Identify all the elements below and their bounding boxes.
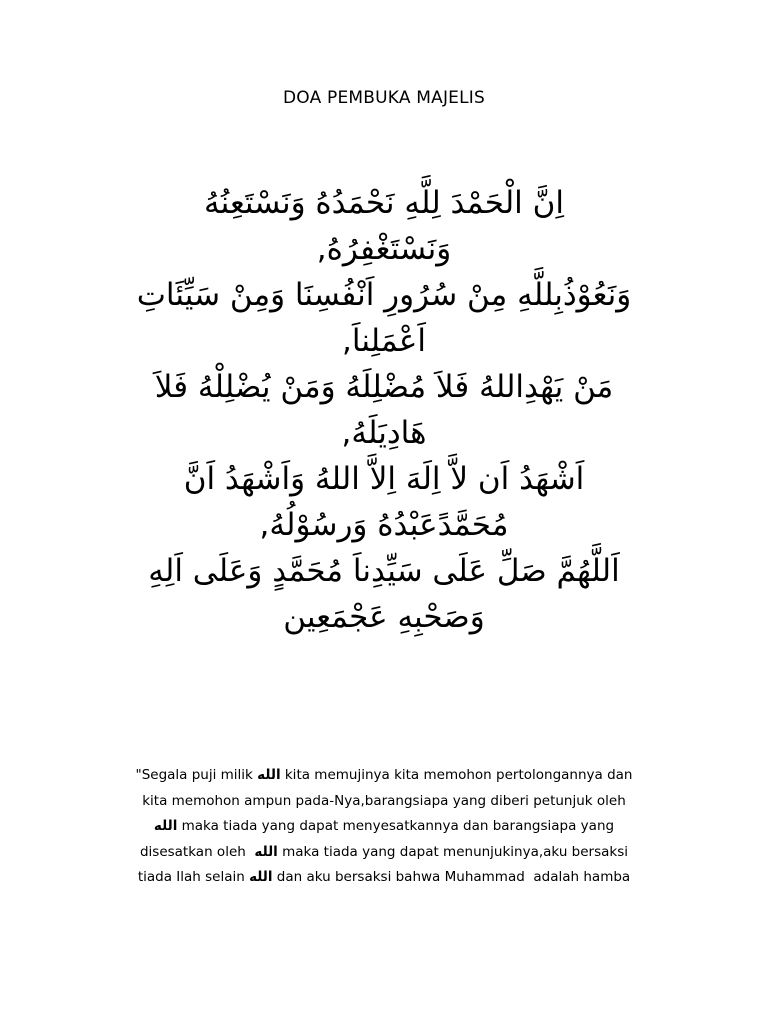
arabic-line: اِنَّ الْحَمْدَ لِلَّهِ نَحْمَدُهُ وَنَسْتَعِنُهُ	[204, 185, 564, 221]
arabic-stanza	[70, 272, 698, 364]
translation-text: tiada Ilah selain	[137, 869, 250, 885]
translation-text: maka tiada yang dapat menyesatkannya dan barangsiapa yang	[177, 818, 615, 834]
arabic-line: وَصَحْبِهِ عَجْمَعِين	[283, 599, 485, 635]
allah-word: الله	[153, 818, 178, 834]
arabic-stanza	[70, 456, 698, 548]
translation-text: dan aku bersaksi bahwa Muhammad adalah hamba	[272, 869, 631, 885]
translation-line	[90, 840, 678, 866]
arabic-stanza	[70, 548, 698, 640]
arabic-stanza	[70, 180, 698, 272]
arabic-prayer-text	[70, 180, 698, 640]
translation-text: maka tiada yang dapat menunjukinya,aku bersaksi	[277, 843, 629, 860]
translation-line	[90, 763, 678, 789]
translation-paragraph	[90, 763, 678, 891]
arabic-stanza	[70, 364, 698, 456]
translation-line: kita memohon ampun pada-Nya,barangsiapa yang diberi petunjuk oleh	[142, 792, 626, 809]
arabic-line: وَنَعُوْذُبِللَّهِ مِنْ سُرُورِ اَنْفُسِنَا وَمِنْ سَيِّئَاتِ	[136, 277, 632, 313]
page-title: DOA PEMBUKA MAJELIS	[283, 88, 485, 108]
arabic-line: اَللَّهُمَّ صَلِّ عَلَى سَيِّدِناَ مُحَمَّدٍ وَعَلَى اَلِهِ	[148, 553, 620, 589]
translation-line	[90, 814, 678, 840]
allah-word: الله	[257, 767, 281, 783]
arabic-line: مَنْ يَهْدِاللهُ فَلاَ مُضْلِلَهُ وَمَنْ يُضْلِلْهُ فَلاَ	[154, 369, 614, 405]
arabic-line: هَادِيَلَهُ,	[341, 415, 427, 451]
translation-text: kita memujinya kita memohon pertolongannya dan	[280, 767, 633, 783]
translation-text: "Segala puji milik	[135, 767, 258, 783]
arabic-line: وَنَسْتَغْفِرُهُ,	[316, 231, 452, 267]
translation-line	[90, 865, 678, 891]
translation-text: disesatkan oleh	[139, 843, 255, 860]
arabic-line: مُحَمَّدًعَبْدُهُ وَرسُوْلُهُ,	[259, 507, 509, 543]
allah-word: الله	[254, 843, 278, 860]
arabic-line: اَشْهَدُ اَن لاَّ اِلَهَ اِلاَّ اللهُ وَاَشْهَدُ اَنَّ	[183, 461, 585, 497]
arabic-line: اَعْمَلِناَ,	[342, 323, 426, 359]
allah-word: الله	[249, 869, 273, 885]
